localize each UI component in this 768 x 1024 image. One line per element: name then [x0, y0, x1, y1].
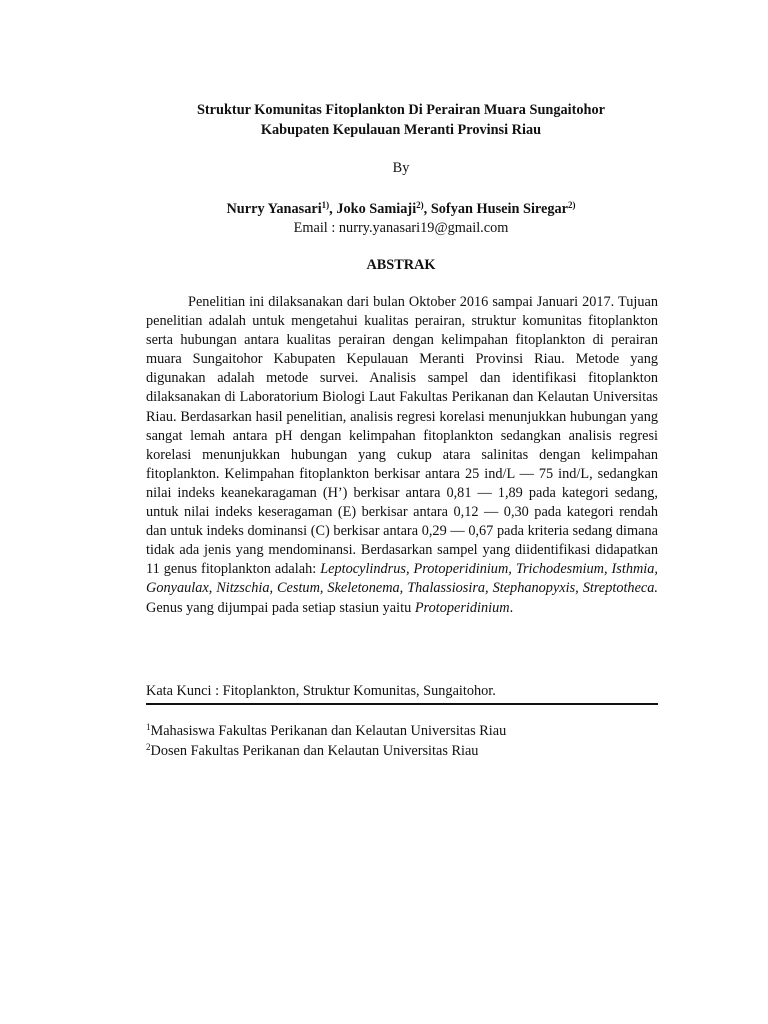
footnote-text: Mahasiswa Fakultas Perikanan dan Kelautan Universitas Riau [150, 723, 507, 739]
keywords-line: Kata Kunci : Fitoplankton, Struktur Komunitas, Sungaitohor. [146, 683, 496, 699]
affiliation-mark: 1) [321, 200, 330, 210]
footnote-text: Dosen Fakultas Perikanan dan Kelautan Universitas Riau [150, 743, 479, 759]
footnotes [146, 721, 658, 761]
affiliation-mark: 2) [568, 200, 576, 210]
footnote-2 [146, 741, 658, 761]
author-email: Email : nurry.yanasari19@gmail.com [293, 220, 509, 236]
divider-rule [146, 703, 658, 705]
genus-every-station: Protoperidinium [414, 599, 510, 616]
by-label: By [392, 160, 410, 176]
author-separator: , [329, 201, 337, 217]
author-name: Nurry Yanasari [226, 201, 322, 217]
paper-title [0, 100, 768, 140]
footnote-1 [146, 721, 658, 741]
genus-list: Leptocylindrus, Protoperidinium, Trichodesmium, Isthmia, Gonyaulax, Nitzschia, Cestum, Skeletonema, Thalassiosira, Stephanopyxis, Streptotheca. [146, 561, 659, 597]
affiliation-mark: 2) [416, 200, 424, 210]
abstract-body [146, 293, 658, 618]
footnote-mark: 2 [146, 742, 151, 752]
title-line-1: Struktur Komunitas Fitoplankton Di Perairan Muara Sungaitohor [196, 102, 606, 118]
abstract-heading: ABSTRAK [366, 257, 436, 273]
author-separator: , [423, 201, 431, 217]
author-list [0, 200, 768, 218]
title-line-2: Kabupaten Kepulauan Meranti Provinsi Riau [260, 122, 542, 138]
abstract-end: . [509, 599, 514, 616]
abstract-text: Penelitian ini dilaksanakan dari bulan Oktober 2016 sampai Januari 2017. Tujuan penelitian adalah untuk mengetahui kualitas perairan, struktur komunitas fitoplankton serta hubungan antara kualitas perairan dengan kelimpahan fitoplankton di perairan muara Sungaitohor Kabupaten Kepulauan Meranti Provinsi Riau. Metode yang digunakan adalah metode survei. Analisis sampel dan identifikasi fitoplankton dilaksanakan di Laboratorium Biologi Laut Fakultas Perikanan dan Kelautan Universitas Riau. Berdasarkan hasil penelitian, analisis regresi korelasi menunjukkan hubungan yang sangat lemah antara pH dengan kelimpahan fitoplankton sedangkan analisis regresi korelasi menunjukkan hubungan yang cukup atara salinitas dengan kelimpahan fitoplankton. Kelimpahan fitoplankton berkisar antara 25 ind/L — 75 ind/L, sedangkan nilai indeks keanekaragaman (H’) berkisar antara 0,81 — 1,89 pada kategori sedang, untuk nilai indeks keseragaman (E) berkisar antara 0,12 — 0,30 pada kategori rendah dan untuk indeks dominansi (C) berkisar antara 0,29 — 0,67 pada kriteria sedang dimana tidak ada jenis yang mendominansi. Berdasarkan sampel yang diidentifikasi didapatkan 11 genus fitoplankton adalah: [146, 294, 658, 578]
footnote-mark: 1 [146, 722, 151, 732]
author-name: Joko Samiaji [336, 201, 417, 217]
abstract-text-after: Genus yang dijumpai pada setiap stasiun yaitu [146, 599, 412, 616]
author-name: Sofyan Husein Siregar [430, 201, 568, 217]
abstract-paragraph [146, 293, 658, 618]
